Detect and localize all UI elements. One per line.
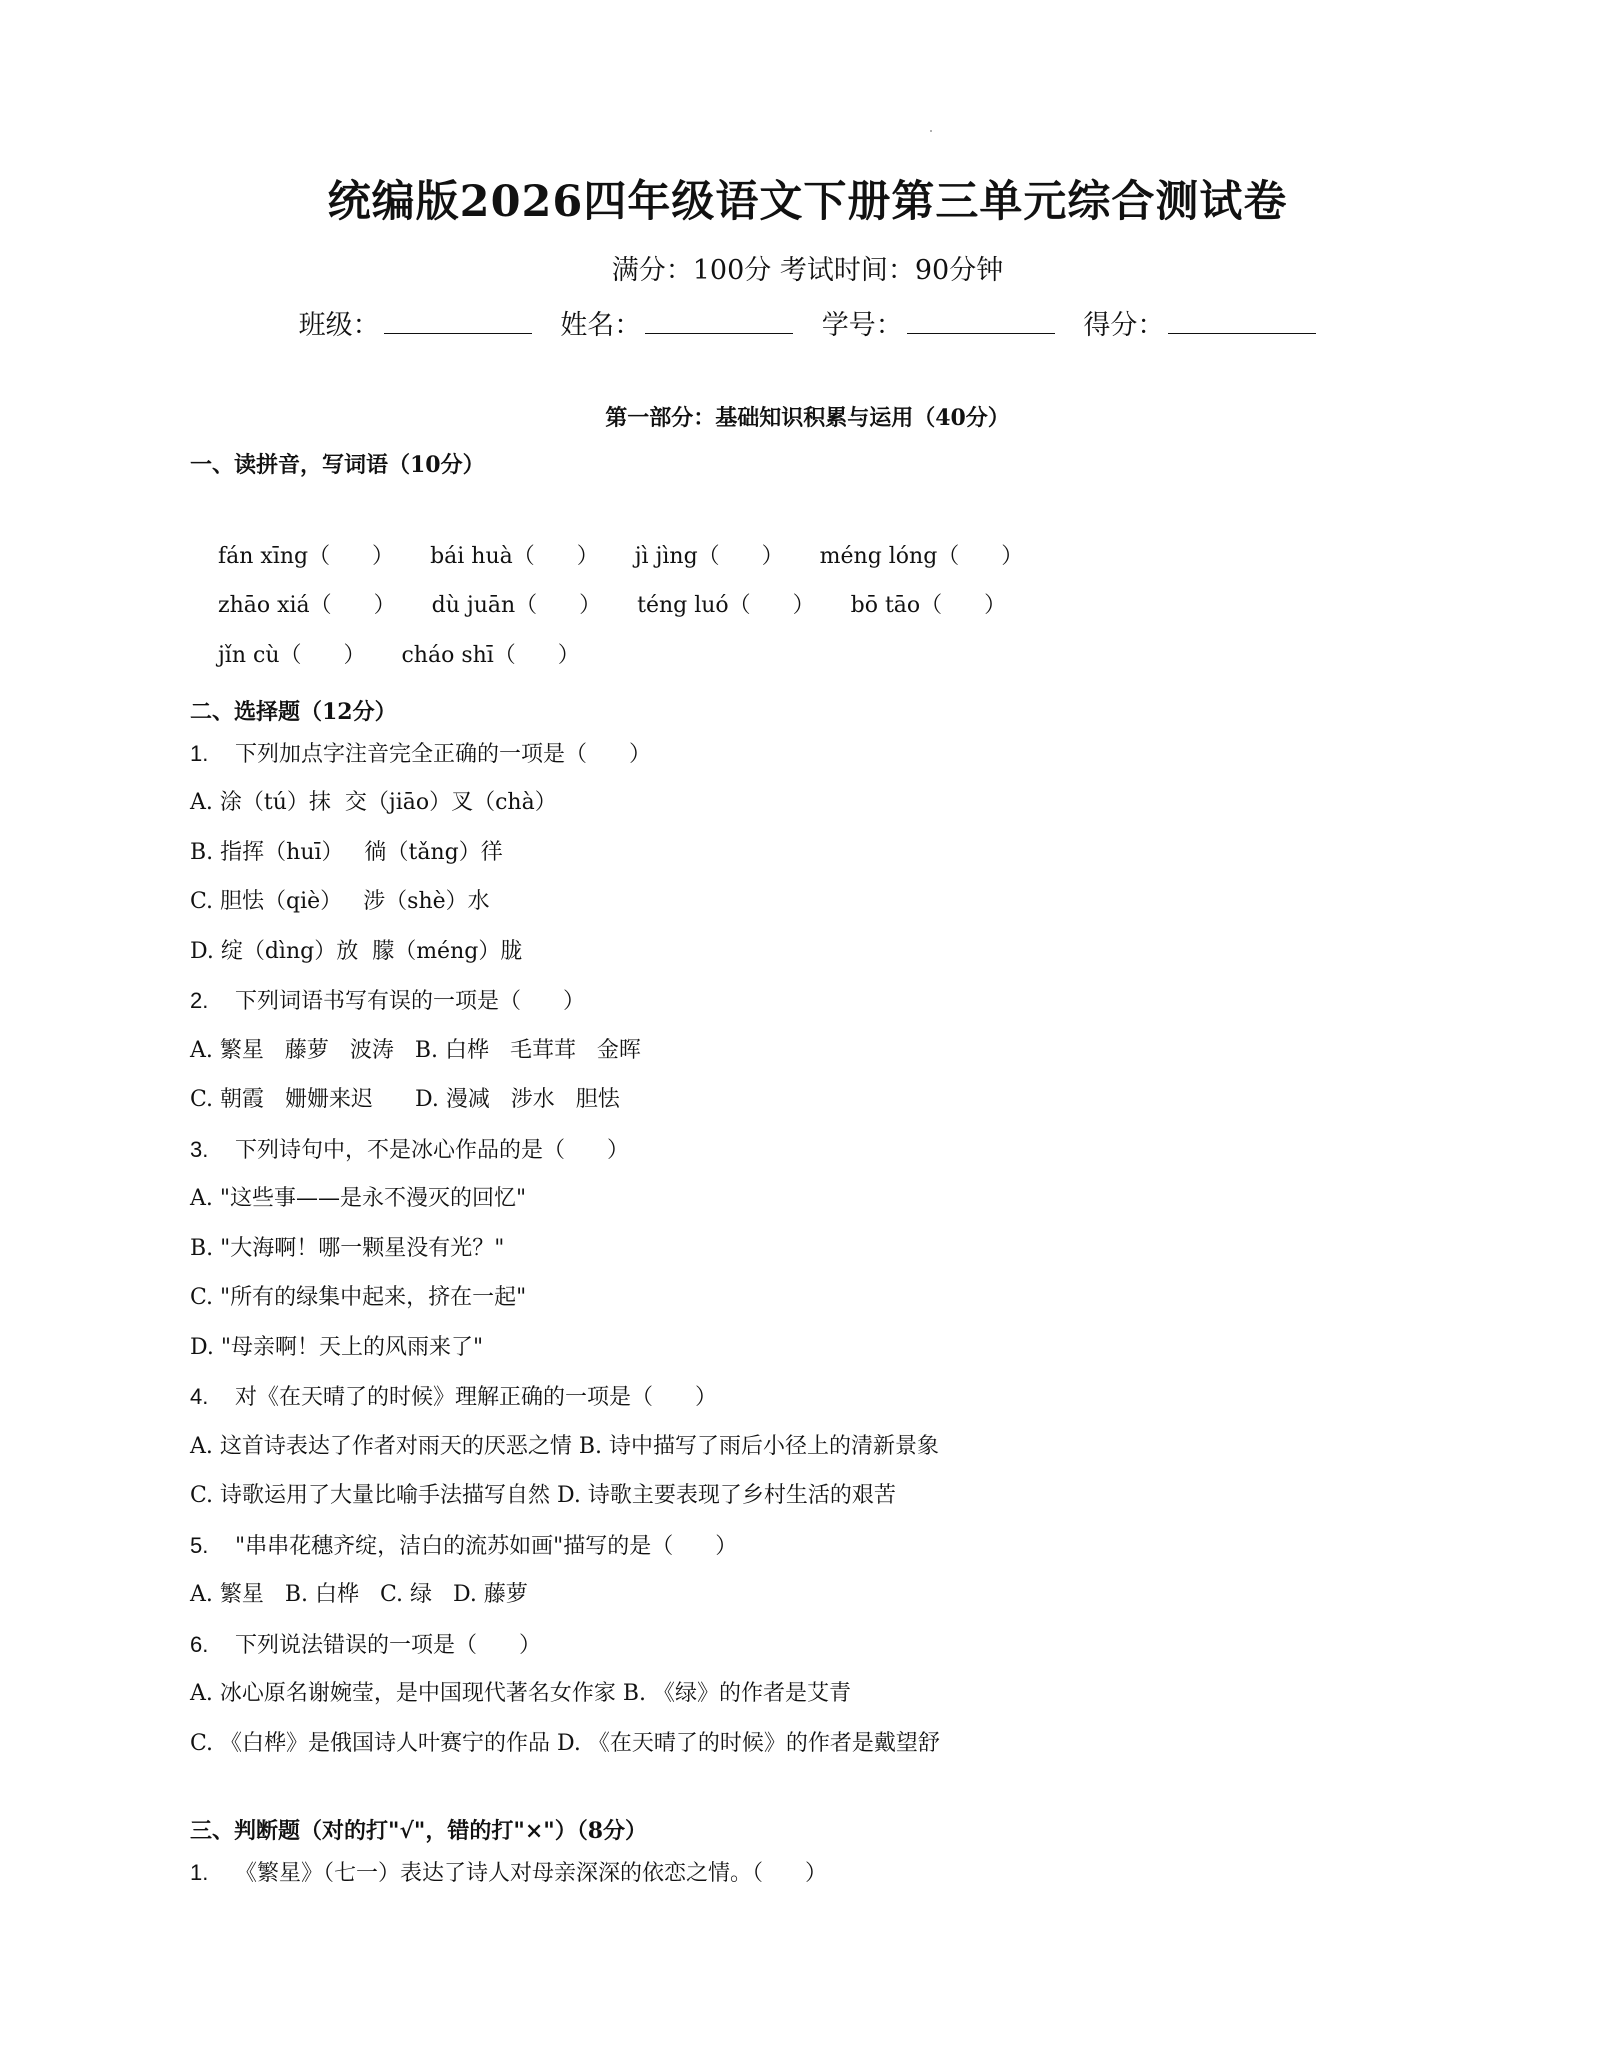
class-blank[interactable] bbox=[384, 311, 532, 334]
question-number: 1. bbox=[190, 740, 209, 766]
option-line: A. 涂（tú）抹 交（jiāo）叉（chà） bbox=[190, 790, 557, 815]
option-line: C. 朝霞 姗姗来迟 D. 漫减 涉水 胆怯 bbox=[190, 1087, 620, 1112]
part1-title: 第一部分：基础知识积累与运用（40分） bbox=[605, 405, 1010, 431]
question-number: 6. bbox=[190, 1631, 209, 1657]
option-line: B. 指挥（huī） 徜（tǎng）徉 bbox=[190, 839, 503, 865]
option-line: C. 诗歌运用了大量比喻手法描写自然 D. 诗歌主要表现了乡村生活的艰苦 bbox=[190, 1483, 896, 1508]
pinyin-item: bái huà（ ） bbox=[430, 543, 599, 569]
exam-content bbox=[190, 448, 1430, 1898]
question-text: 《繁星》（七一）表达了诗人对母亲深深的依恋之情。（ ） bbox=[235, 1861, 827, 1886]
pinyin-item: bō tāo（ ） bbox=[850, 593, 1007, 618]
option-line: C. "所有的绿集中起来，挤在一起" bbox=[190, 1285, 527, 1310]
question-number: 4. bbox=[190, 1384, 209, 1409]
pinyin-item: méng lóng（ ） bbox=[819, 543, 1024, 569]
page-subtitle: 满分：100分 考试时间：90分钟 bbox=[611, 255, 1004, 286]
id-field bbox=[822, 303, 1055, 342]
score-blank[interactable] bbox=[1168, 311, 1316, 334]
question-3 bbox=[190, 1125, 1430, 1175]
section2-title: 二、选择题（12分） bbox=[190, 698, 397, 725]
class-field bbox=[299, 303, 532, 342]
student-info-row bbox=[0, 303, 1615, 342]
name-field bbox=[560, 303, 793, 342]
question-text: 下列词语书写有误的一项是（ ） bbox=[235, 989, 585, 1014]
question-6 bbox=[190, 1620, 1430, 1670]
page-title: 统编版2026四年级语文下册第三单元综合测试卷 bbox=[327, 177, 1288, 227]
name-blank[interactable] bbox=[645, 311, 793, 334]
pinyin-item: dù juān（ ） bbox=[431, 593, 602, 618]
question-text: 对《在天晴了的时候》理解正确的一项是（ ） bbox=[235, 1385, 717, 1410]
option-line: B. "大海啊！哪一颗星没有光？" bbox=[190, 1235, 505, 1261]
section3-title: 三、判断题（对的打"√"，错的打"×"）（8分） bbox=[190, 1818, 648, 1844]
pinyin-item: jì jìng（ ） bbox=[634, 543, 784, 569]
pinyin-row bbox=[190, 482, 1430, 569]
option-line: A. 冰心原名谢婉莹，是中国现代著名女作家 B. 《绿》的作者是艾青 bbox=[190, 1681, 852, 1706]
id-label: 学号： bbox=[821, 310, 903, 341]
question-4 bbox=[190, 1372, 1430, 1422]
name-label: 姓名： bbox=[560, 310, 642, 341]
scan-speck bbox=[930, 130, 932, 132]
pinyin-item: zhāo xiá（ ） bbox=[217, 593, 396, 618]
option-line: A. "这些事——是永不漫灭的回忆" bbox=[190, 1186, 527, 1211]
question-1 bbox=[190, 729, 1430, 779]
question-number: 5. bbox=[190, 1532, 209, 1558]
pinyin-item: cháo shī（ ） bbox=[401, 642, 580, 668]
option-line: A. 这首诗表达了作者对雨天的厌恶之情 B. 诗中描写了雨后小径上的清新景象 bbox=[190, 1433, 940, 1459]
question-number: 1. bbox=[190, 1860, 209, 1885]
question-number: 2. bbox=[190, 988, 209, 1013]
question-number: 3. bbox=[190, 1136, 209, 1162]
option-line: C. 《白桦》是俄国诗人叶赛宁的作品 D. 《在天晴了的时候》的作者是戴望舒 bbox=[190, 1730, 940, 1756]
id-blank[interactable] bbox=[907, 311, 1055, 334]
question-2 bbox=[190, 976, 1430, 1026]
option-line: A. 繁星 藤萝 波涛 B. 白桦 毛茸茸 金晖 bbox=[190, 1037, 641, 1063]
option-line: C. 胆怯（qiè） 涉（shè）水 bbox=[190, 889, 490, 914]
pinyin-item: téng luó（ ） bbox=[637, 593, 815, 618]
judge-question-1 bbox=[190, 1848, 1430, 1898]
question-5 bbox=[190, 1521, 1430, 1571]
section1-title: 一、读拼音，写词语（10分） bbox=[190, 452, 485, 478]
question-text: 下列说法错误的一项是（ ） bbox=[235, 1632, 541, 1658]
question-text: 下列诗句中，不是冰心作品的是（ ） bbox=[235, 1137, 629, 1163]
question-text: "串串花穗齐绽，洁白的流苏如画"描写的是（ ） bbox=[235, 1533, 738, 1559]
question-text: 下列加点字注音完全正确的一项是（ ） bbox=[235, 741, 651, 767]
option-line: D. 绽（dìng）放 朦（méng）胧 bbox=[190, 938, 523, 964]
pinyin-item: fán xīng（ ） bbox=[217, 543, 395, 569]
class-label: 班级： bbox=[298, 310, 380, 341]
option-line: D. "母亲啊！天上的风雨来了" bbox=[190, 1334, 484, 1360]
score-field bbox=[1083, 303, 1316, 342]
score-label: 得分： bbox=[1083, 310, 1165, 341]
pinyin-item: jǐn cù（ ） bbox=[217, 642, 366, 668]
option-line: A. 繁星 B. 白桦 C. 绿 D. 藤萝 bbox=[190, 1582, 528, 1607]
